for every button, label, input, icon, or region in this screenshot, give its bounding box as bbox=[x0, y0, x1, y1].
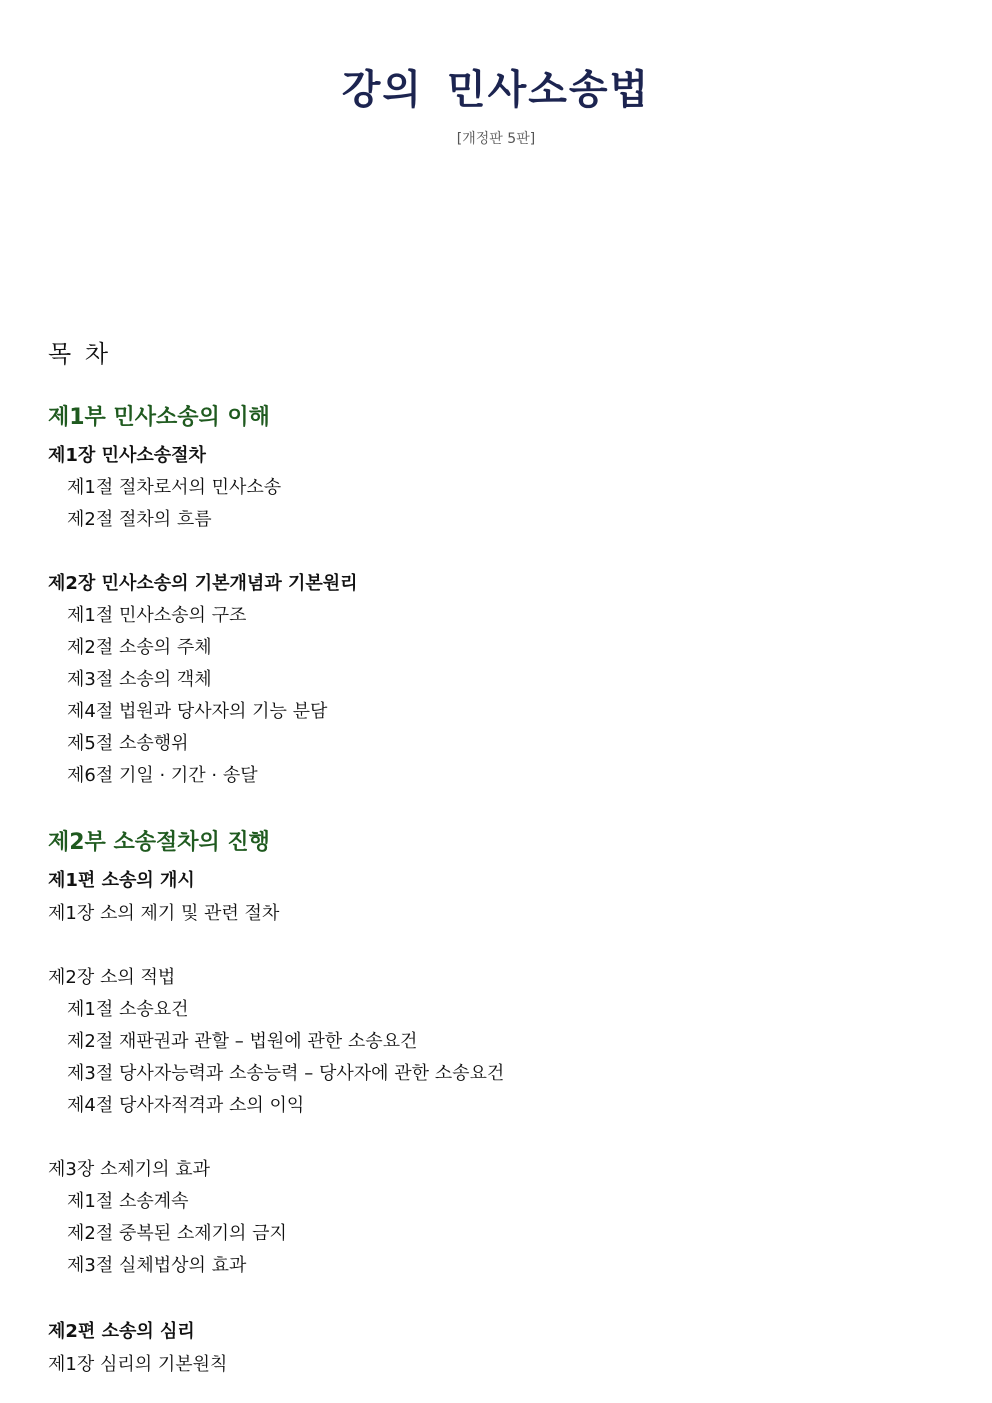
toc-section: 제3절 실체법상의 효과 bbox=[67, 1255, 247, 1276]
toc-chapter: 제2장 민사소송의 기본개념과 기본원리 bbox=[48, 573, 358, 594]
toc-volume: 제2편 소송의 심리 bbox=[48, 1321, 195, 1342]
toc-section: 제5절 소송행위 bbox=[67, 733, 189, 754]
toc-section: 제2절 절차의 흐름 bbox=[67, 509, 212, 530]
toc-chapter: 제1장 심리의 기본원칙 bbox=[48, 1354, 228, 1375]
toc-chapter: 제1장 소의 제기 및 관련 절차 bbox=[48, 903, 280, 924]
toc-section: 제1절 민사소송의 구조 bbox=[67, 605, 247, 626]
toc-section: 제3절 소송의 객체 bbox=[67, 669, 212, 690]
toc-volume: 제1편 소송의 개시 bbox=[48, 870, 195, 891]
toc-section: 제2절 중복된 소제기의 금지 bbox=[67, 1223, 287, 1244]
toc-section: 제4절 당사자적격과 소의 이익 bbox=[67, 1095, 305, 1116]
document-title: 강의 민사소송법 bbox=[341, 67, 651, 113]
toc-chapter: 제2장 소의 적법 bbox=[48, 967, 176, 988]
toc-section: 제1절 소송계속 bbox=[67, 1191, 189, 1212]
toc-section: 제6절 기일 · 기간 · 송달 bbox=[67, 765, 258, 786]
toc-section: 제1절 소송요건 bbox=[67, 999, 189, 1020]
toc-chapter: 제1장 민사소송절차 bbox=[48, 445, 206, 466]
toc-part-1: 제1부 민사소송의 이해 bbox=[48, 405, 270, 430]
toc-section: 제2절 소송의 주체 bbox=[67, 637, 212, 658]
toc-section: 제4절 법원과 당사자의 기능 분담 bbox=[67, 701, 328, 722]
toc-chapter: 제3장 소제기의 효과 bbox=[48, 1159, 210, 1180]
edition-subtitle: [개정판 5판] bbox=[456, 131, 536, 147]
toc-section: 제3절 당사자능력과 소송능력 – 당사자에 관한 소송요건 bbox=[67, 1063, 505, 1084]
toc-part-2: 제2부 소송절차의 진행 bbox=[48, 830, 270, 855]
toc-section: 제1절 절차로서의 민사소송 bbox=[67, 477, 282, 498]
toc-heading: 목 차 bbox=[48, 340, 108, 368]
toc-section: 제2절 재판권과 관할 – 법원에 관한 소송요건 bbox=[67, 1031, 418, 1052]
